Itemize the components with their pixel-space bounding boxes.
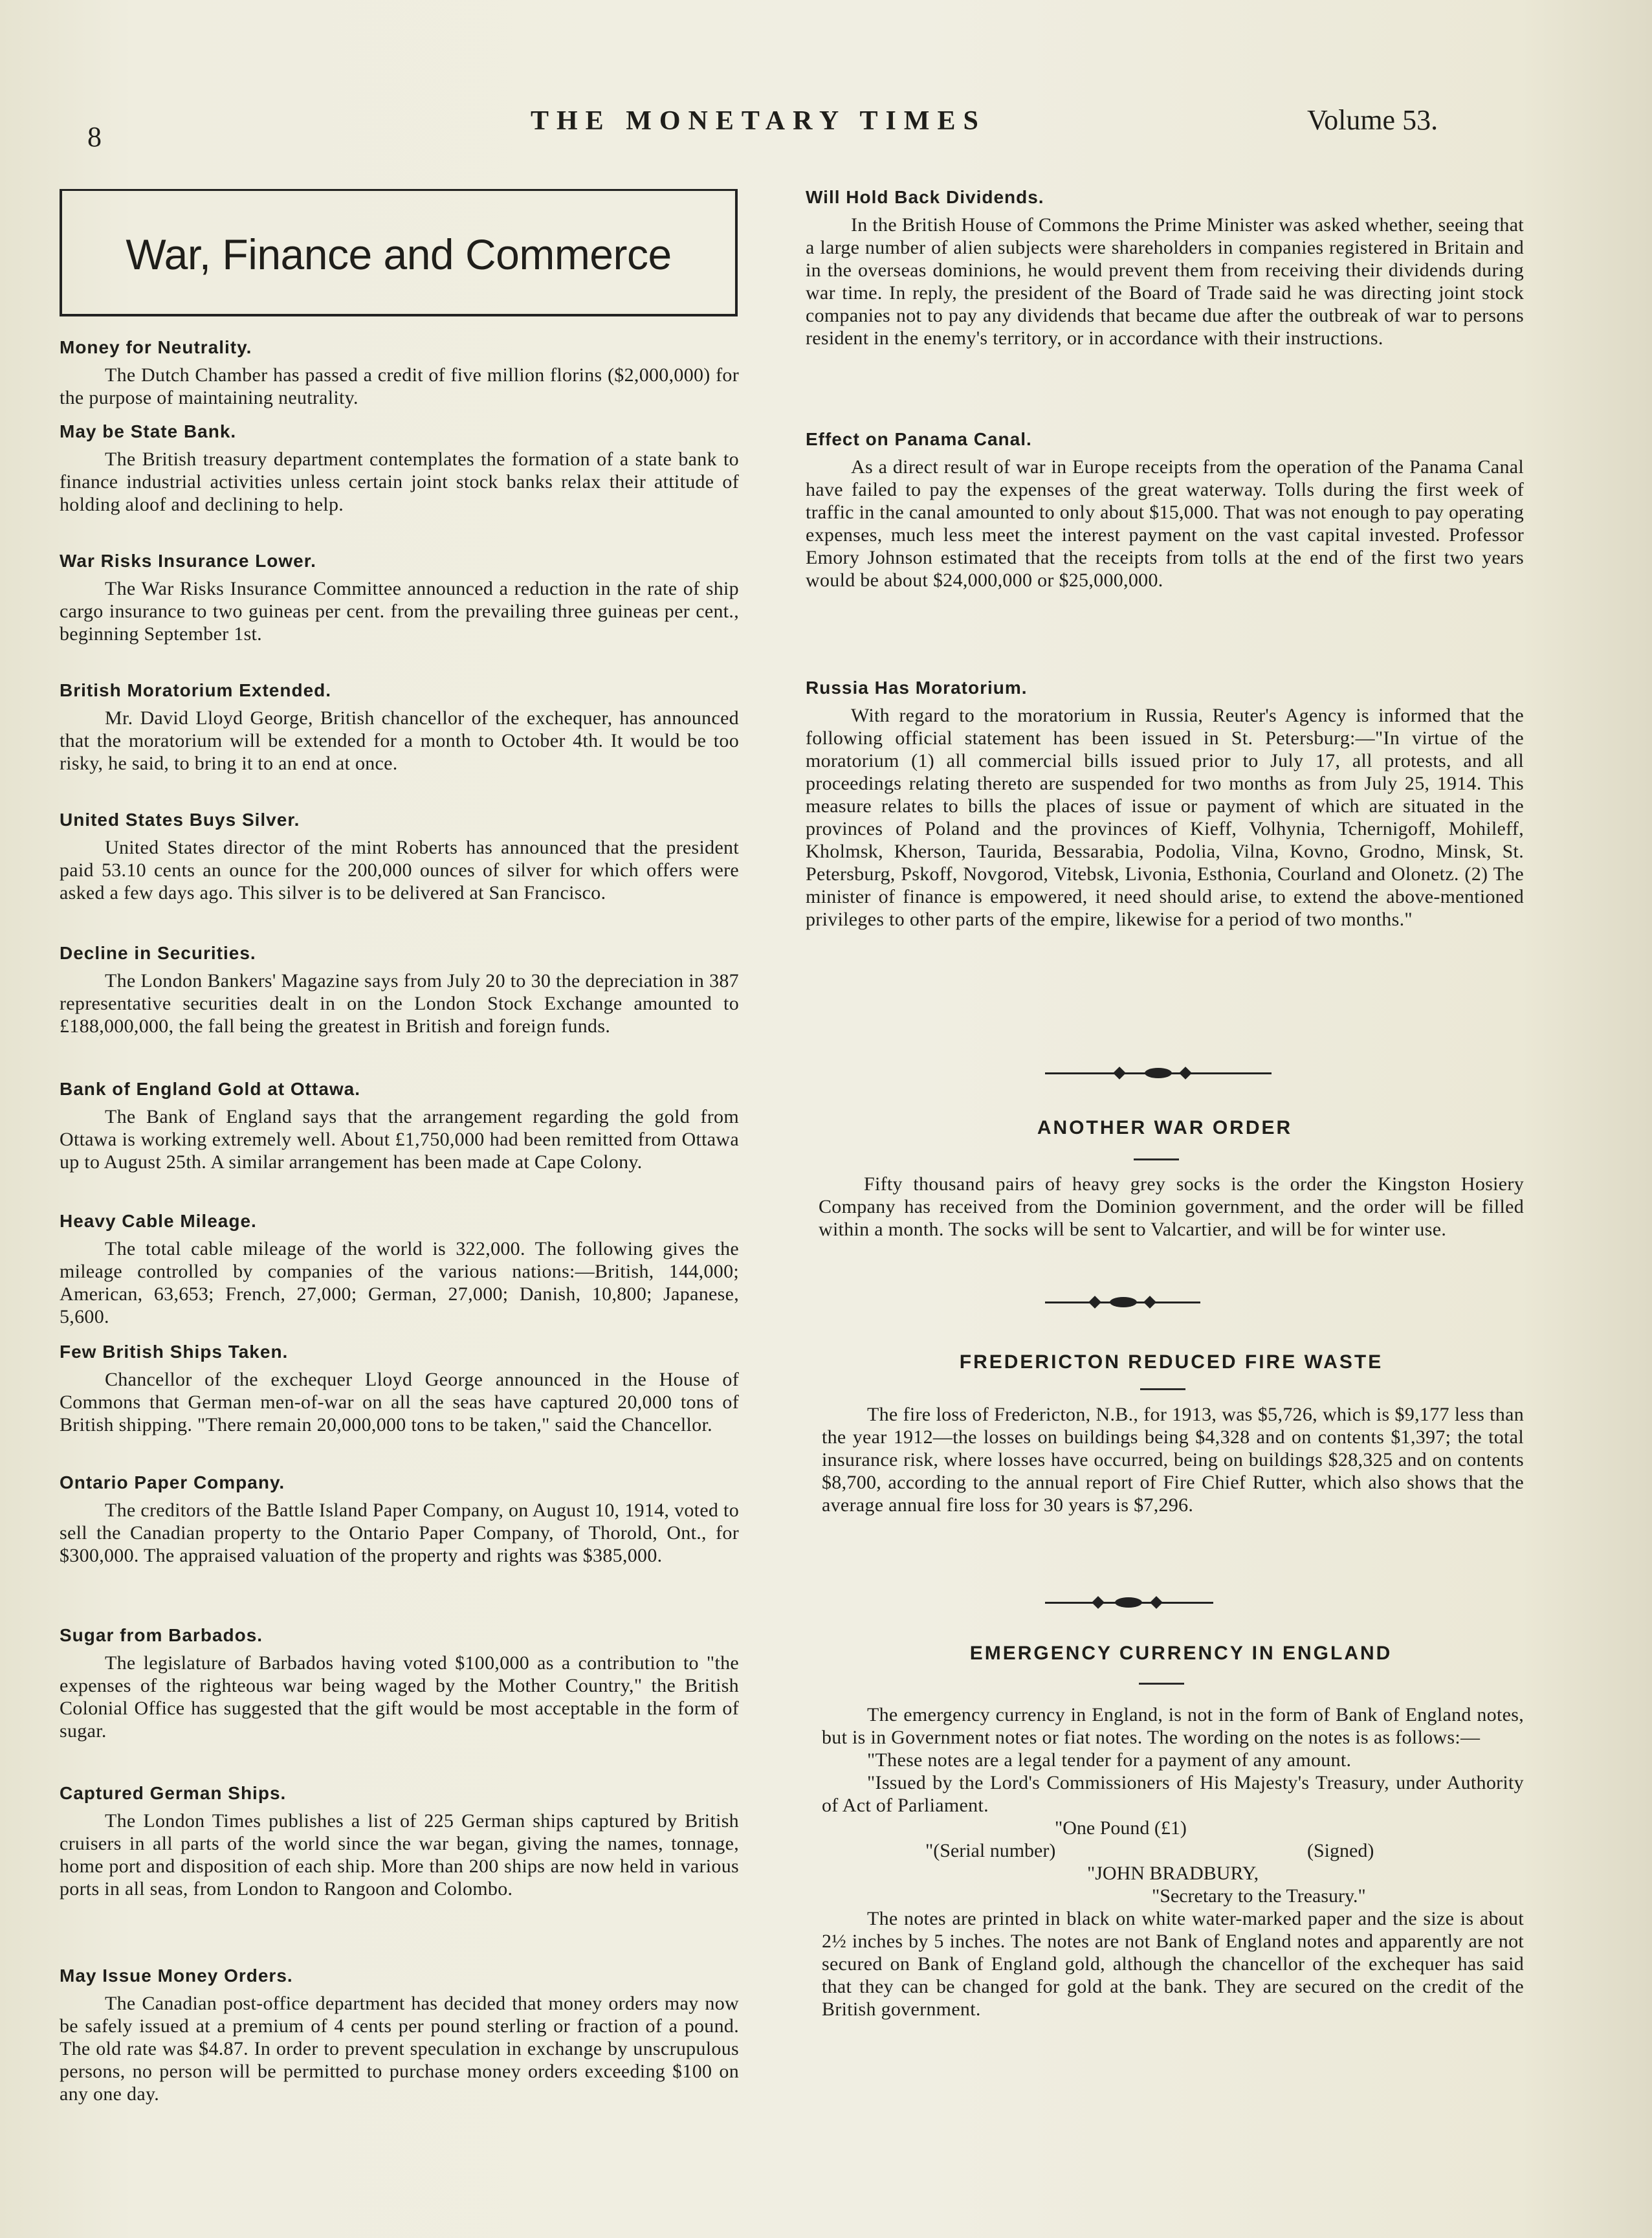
- article-dividends: [806, 186, 1524, 349]
- article-body: The total cable mileage of the world is 322,000. The following gives the mileage controlled by companies of the various nations:—British, 144,000; American, 63,653; French, 27,000; German, 27,000; Danish, 10,800; Japanese, 5,600.: [60, 1238, 739, 1327]
- article-heading: Ontario Paper Company.: [60, 1472, 285, 1492]
- war-order-heading: ANOTHER WAR ORDER: [1037, 1117, 1293, 1138]
- article-sugar-barbados: [60, 1624, 739, 1742]
- article-body: Mr. David Lloyd George, British chancellor of the exchequer, has announced that the moratorium will be extended for a month to October 4th. It would be too risky, he said, to bring it to an end at once.: [60, 707, 739, 774]
- article-heading: Effect on Panama Canal.: [806, 429, 1032, 449]
- article-heading: Russia Has Moratorium.: [806, 678, 1028, 698]
- ornament-divider: [1045, 1067, 1272, 1080]
- article-body: The fire loss of Fredericton, N.B., for 1913, was $5,726, which is $9,177 less than the year 1912—the losses on buildings being $4,328 and on contents $1,397; the total insurance risk, where losses have occurred, being on buildings $28,325 and on contents $8,700, according to the annual report of Fire Chief Rutter, which also shows that the average annual fire loss for 30 years is $7,296.: [822, 1404, 1524, 1516]
- article-body: The legislature of Barbados having voted $100,000 as a contribution to "the expenses of the righteous war being waged by the Mother Country," the British Colonial Office has suggested that the gift would be most acceptable in the form of sugar.: [60, 1652, 739, 1742]
- article-captured-ships: [60, 1782, 739, 1900]
- article-heading: Captured German Ships.: [60, 1783, 287, 1803]
- article-body: Chancellor of the exchequer Lloyd George announced in the House of Commons that German men-of-war on all the seas have captured 20,000 tons of British shipping. "There remain 20,000,000 tons to be taken," said the Chancellor.: [60, 1369, 739, 1435]
- article-money-neutrality: [60, 337, 739, 409]
- article-body: The Bank of England says that the arrangement regarding the gold from Ottawa is working extremely well. About £1,750,000 had been remitted from Ottawa up to August 25th. A similar arrangement has been made at Cape Colony.: [60, 1106, 739, 1173]
- article-heading: Decline in Securities.: [60, 943, 256, 963]
- article-british-ships: [60, 1341, 739, 1436]
- article-heading: Few British Ships Taken.: [60, 1342, 289, 1362]
- article-panama-canal: [806, 428, 1524, 592]
- article-body: In the British House of Commons the Prime Minister was asked whether, seeing that a large number of alien subjects were shareholders in companies registered in Britain and in the overseas dominions, he would prevent them from receiving their dividends during war time. In reply, the president of the Board of Trade said he was directing joint stock companies not to pay any dividends that became due after the outbreak of war to persons resident in the enemy's territory, or in accordance with their instructions.: [806, 214, 1524, 349]
- heading-rule: [1134, 1158, 1179, 1160]
- article-us-silver: [60, 809, 739, 904]
- page-number: 8: [87, 121, 102, 153]
- article-heading: United States Buys Silver.: [60, 810, 300, 830]
- article-heading: British Moratorium Extended.: [60, 680, 332, 700]
- article-money-orders: [60, 1965, 739, 2105]
- article-body: The London Times publishes a list of 225 German ships captured by British cruisers in all parts of the world since the war began, giving the names, tonnage, home port and disposition of each ship. More than 200 ships are now held in various ports in all seas, from London to Rangoon and Colombo.: [60, 1810, 739, 1900]
- article-russia-moratorium: [806, 677, 1524, 931]
- article-war-order: [819, 1173, 1524, 1241]
- emergency-serial: "(Serial number): [925, 1840, 1056, 1861]
- article-body: United States director of the mint Roberts has announced that the president paid 53.10 cents an ounce for the 200,000 ounces of silver for which offers were asked a few days ago. This silver is to be delivered at San Francisco.: [60, 837, 739, 903]
- emergency-heading-wrap: [841, 1643, 1521, 1675]
- article-body: The London Bankers' Magazine says from July 20 to 30 the depreciation in 387 representative securities dealt in on the London Stock Exchange amounted to £188,000,000, the fall being the greatest in British and foreign funds.: [60, 970, 739, 1037]
- article-bank-england-gold: [60, 1078, 739, 1173]
- article-heading: Will Hold Back Dividends.: [806, 187, 1044, 207]
- ornament-divider: [1045, 1296, 1200, 1309]
- article-heading: Sugar from Barbados.: [60, 1625, 263, 1645]
- section-title-box: [60, 189, 738, 316]
- article-body: The War Risks Insurance Committee announced a reduction in the rate of ship cargo insurance to two guineas per cent. from the prevailing three guineas per cent., beginning September 1st.: [60, 578, 739, 645]
- article-cable-mileage: [60, 1210, 739, 1328]
- volume-label: Volume 53.: [1307, 104, 1438, 136]
- emergency-heading: EMERGENCY CURRENCY IN ENGLAND: [969, 1643, 1393, 1664]
- article-emergency-currency: [822, 1703, 1524, 2021]
- emergency-intro: The emergency currency in England, is not in the form of Bank of England notes, but is in Government notes or fiat notes. The wording on the notes is as follows:—: [822, 1704, 1524, 1748]
- emergency-closing: The notes are printed in black on white water-marked paper and the size is about 2½ inches by 5 inches. The notes are not Bank of England notes and apparently are not secured on Bank of England gold, although the chancellor of the exchequer has said that they can be changed for gold at the bank. They are secured on the credit of the British government.: [822, 1908, 1524, 2020]
- article-body: The Dutch Chamber has passed a credit of five million florins ($2,000,000) for the purpose of maintaining neutrality.: [60, 364, 739, 408]
- article-body: As a direct result of war in Europe receipts from the operation of the Panama Canal have failed to pay the expenses of the great waterway. Tolls during the first week of traffic in the canal amounted to only about $15,000. That was not enough to pay operating expenses, much less meet the interest payment on the vast capital invested. Professor Emory Johnson estimated that the receipts from tolls at the end of the first two years would be about $24,000,000 or $25,000,000.: [806, 456, 1524, 591]
- heading-rule: [1139, 1683, 1184, 1685]
- article-body: The creditors of the Battle Island Paper Company, on August 10, 1914, voted to sell the Canadian property to the Ontario Paper Company, of Thorold, Ont., for $300,000. The appraised valuation of the property and rights was $385,000.: [60, 1500, 739, 1566]
- article-state-bank: [60, 421, 739, 516]
- article-heading: Heavy Cable Mileage.: [60, 1211, 257, 1231]
- section-title: War, Finance and Commerce: [126, 230, 672, 278]
- ornament-divider: [1045, 1596, 1213, 1609]
- fire-waste-heading-wrap: [819, 1351, 1524, 1384]
- article-body: Fifty thousand pairs of heavy grey socks is the order the Kingston Hosiery Company has received from the Dominion government, and the order will be filled within a month. The socks will be sent to Valcartier, and will be for winter use.: [819, 1173, 1524, 1240]
- serial-signed-row: [822, 1839, 1524, 1862]
- article-decline-securities: [60, 942, 739, 1037]
- article-body: With regard to the moratorium in Russia, Reuter's Agency is informed that the following official statement has been issued in St. Petersburg:—"In virtue of the moratorium (1) all commercial bills issued prior to July 17, all protests, and all proceedings relating thereto are suspended for two months as from July 25, 1914. This measure relates to bills the places of issue or payment of which are situated in the provinces of Poland and the provinces of Kieff, Volhynia, Tchernigoff, Mohileff, Kholmsk, Kherson, Taurida, Bessarabia, Podolia, Vilna, Kovno, Grodno, Minsk, St. Petersburg, Pskoff, Novgorod, Vitebsk, Livonia, Esthonia, Courland and Olonetz. (2) The minister of finance is empowered, it need should arise, to extend the above-mentioned privileges to other parts of the empire, likewise for a period of two months.": [806, 705, 1524, 930]
- heading-rule: [1140, 1388, 1185, 1390]
- article-body: The Canadian post-office department has decided that money orders may now be safely issued at a premium of 4 cents per pound sterling or fraction of a pound. The old rate was $4.87. In order to prevent speculation in exchange by unscrupulous persons, no person will be permitted to purchase money orders exceeding $100 on any one day.: [60, 1993, 739, 2105]
- emergency-quote-1: "These notes are a legal tender for a payment of any amount.: [867, 1749, 1352, 1771]
- article-fire-waste: [822, 1403, 1524, 1516]
- article-heading: Money for Neutrality.: [60, 337, 252, 357]
- article-heading: May be State Bank.: [60, 421, 237, 441]
- emergency-signed: (Signed): [1307, 1840, 1374, 1861]
- masthead: THE MONETARY TIMES: [531, 106, 986, 136]
- fire-waste-heading: FREDERICTON REDUCED FIRE WASTE: [959, 1351, 1383, 1373]
- emergency-signatory: "JOHN BRADBURY,: [1087, 1863, 1259, 1884]
- article-british-moratorium: [60, 680, 739, 775]
- emergency-quote-2: "Issued by the Lord's Commissioners of His Majesty's Treasury, under Authority of Act of Parliament.: [822, 1772, 1524, 1816]
- article-heading: Bank of England Gold at Ottawa.: [60, 1079, 361, 1099]
- article-heading: War Risks Insurance Lower.: [60, 551, 316, 571]
- emergency-one-pound: "One Pound (£1): [1055, 1817, 1187, 1839]
- article-heading: May Issue Money Orders.: [60, 1966, 293, 1986]
- article-body: The British treasury department contemplates the formation of a state bank to finance industrial activities unless certain joint stock banks relax their attitude of holding aloof and declining to help.: [60, 449, 739, 515]
- article-war-risks: [60, 550, 739, 645]
- emergency-signatory-title: "Secretary to the Treasury.": [1152, 1885, 1366, 1907]
- war-order-heading-wrap: [806, 1117, 1524, 1149]
- article-ontario-paper: [60, 1472, 739, 1567]
